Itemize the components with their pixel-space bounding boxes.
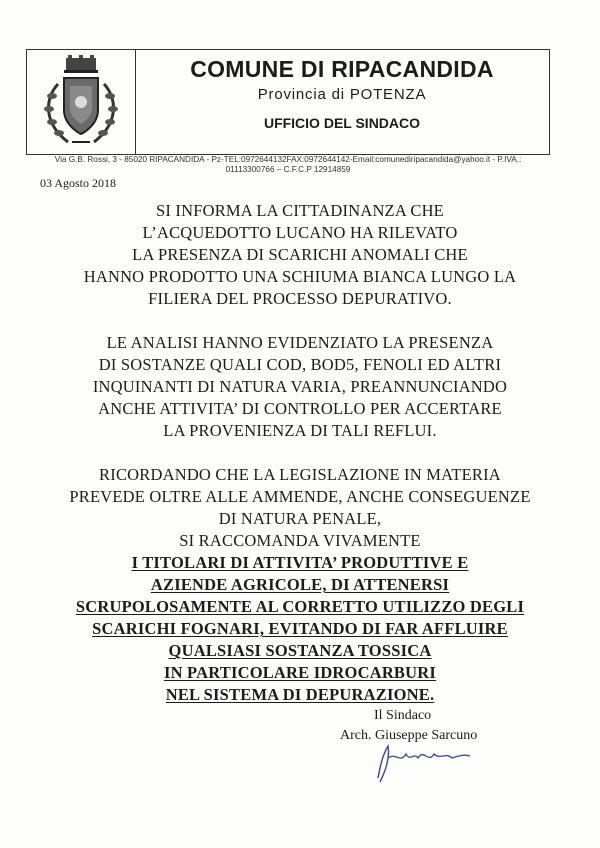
text-line: LA PRESENZA DI SCARICHI ANOMALI CHE xyxy=(132,245,468,264)
municipality-name: COMUNE DI RIPACANDIDA xyxy=(190,56,494,82)
text-line: FILIERA DEL PROCESSO DEPURATIVO. xyxy=(148,289,452,308)
notice-body xyxy=(20,200,580,706)
contact-line: 01113300766 – C.F.C.P 12914859 xyxy=(225,165,351,174)
emphasis-line: QUALSIASI SOSTANZA TOSSICA xyxy=(168,641,432,660)
letterhead xyxy=(26,49,550,155)
contact-details xyxy=(26,155,550,175)
emphasis-line: IN PARTICOLARE IDROCARBURI xyxy=(163,663,436,682)
text-line: RICORDANDO CHE LA LEGISLAZIONE IN MATERIA xyxy=(99,465,501,484)
notice-paragraph xyxy=(20,464,580,552)
text-line: LA PROVENIENZA DI TALI REFLUI. xyxy=(163,421,437,440)
letterhead-text xyxy=(135,50,549,131)
emphasis-line: NEL SISTEMA DI DEPURAZIONE. xyxy=(165,685,435,704)
crest-frame xyxy=(27,50,136,154)
text-line: DI NATURA PENALE, xyxy=(218,509,382,528)
text-line: PREVEDE OLTRE ALLE AMMENDE, ANCHE CONSEGUENZE xyxy=(69,487,531,506)
document-date: 03 Agosto 2018 xyxy=(40,176,117,190)
contact-line: Via G.B. Rossi, 3 - 85020 RIPACANDIDA - Pz-TEL:0972644132FAX:0972644142-Email:comunediripacandida@yahoo.it - P.IVA.: xyxy=(54,155,522,164)
text-line: SI INFORMA LA CITTADINANZA CHE xyxy=(156,201,444,220)
province-name: Provincia di POTENZA xyxy=(257,86,427,103)
text-line: L’ACQUEDOTTO LUCANO HA RILEVATO xyxy=(142,223,458,242)
handwritten-signature-icon xyxy=(370,738,480,784)
text-line: SI RACCOMANDA VIVAMENTE xyxy=(179,531,421,550)
text-line: DI SOSTANZE QUALI COD, BOD5, FENOLI ED ALTRI xyxy=(98,355,502,374)
emphasis-block xyxy=(20,552,580,706)
notice-paragraph xyxy=(20,200,580,310)
text-line: HANNO PRODOTTO UNA SCHIUMA BIANCA LUNGO LA xyxy=(83,267,517,286)
signatory-name: Arch. Giuseppe Sarcuno xyxy=(340,728,478,743)
signatory-title: Il Sindaco xyxy=(374,708,432,723)
text-line: LE ANALISI HANNO EVIDENZIATO LA PRESENZA xyxy=(106,333,494,352)
office-name: UFFICIO DEL SINDACO xyxy=(263,115,421,131)
emphasis-line: I TITOLARI DI ATTIVITA’ PRODUTTIVE E xyxy=(131,553,469,572)
text-line: ANCHE ATTIVITA’ DI CONTROLLO PER ACCERTARE xyxy=(98,399,502,418)
text-line: INQUINANTI DI NATURA VARIA, PREANNUNCIANDO xyxy=(92,377,508,396)
emphasis-line: SCRUPOLOSAMENTE AL CORRETTO UTILIZZO DEGLI xyxy=(75,597,525,616)
emphasis-line: SCARICHI FOGNARI, EVITANDO DI FAR AFFLUIRE xyxy=(92,619,508,638)
emphasis-line: AZIENDE AGRICOLE, DI ATTENERSI xyxy=(150,575,450,594)
notice-paragraph xyxy=(20,332,580,442)
municipal-crest-icon xyxy=(38,54,124,150)
